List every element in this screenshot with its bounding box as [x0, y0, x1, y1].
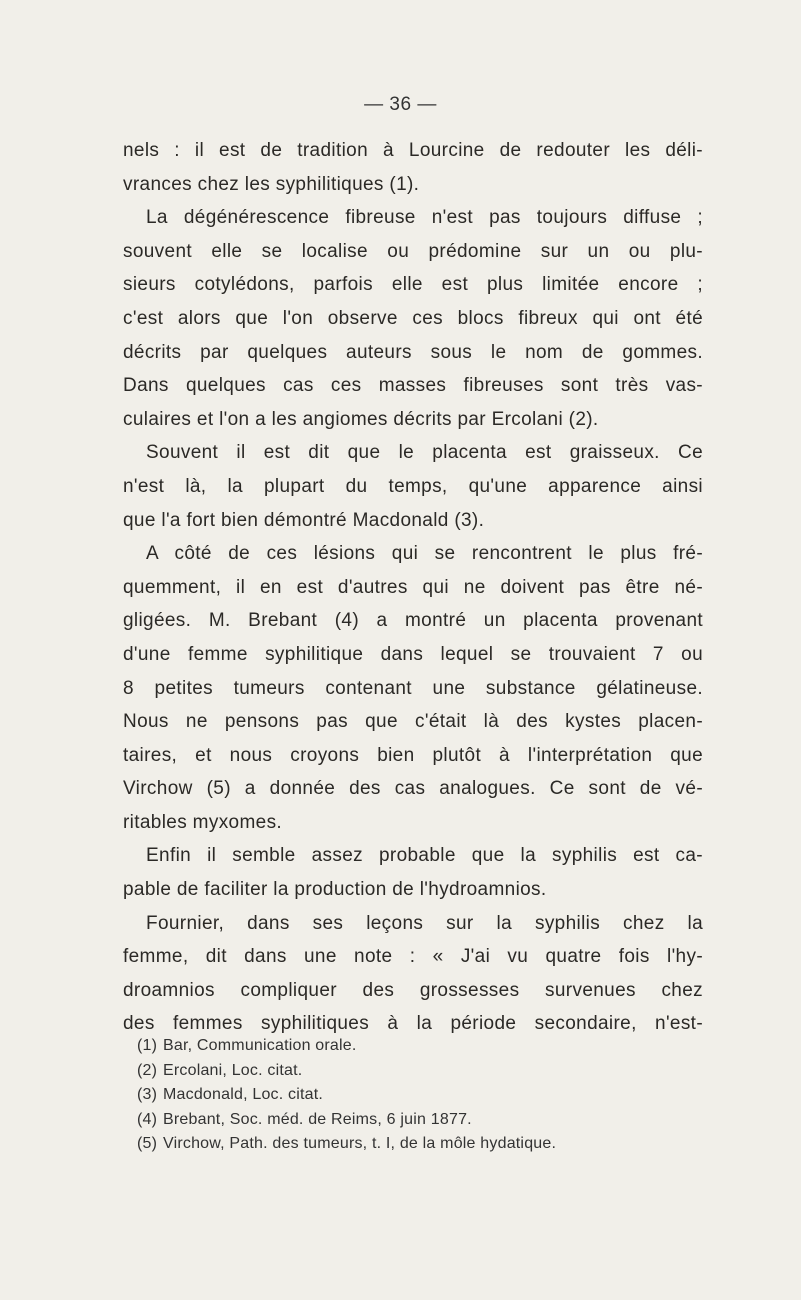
- footnote: [137, 1083, 717, 1108]
- text-line: culaires et l'on a les angiomes décrits par Ercolani (2).: [123, 408, 599, 430]
- text-line: décrits par quelques auteurs sous le nom de gommes.: [123, 341, 703, 363]
- body-text: [123, 134, 703, 1041]
- text-line: pable de faciliter la production de l'hydroamnios.: [123, 879, 547, 901]
- text-line: sieurs cotylédons, parfois elle est plus limitée encore ;: [123, 274, 703, 296]
- text-line: Souvent il est dit que le placenta est graisseux. Ce: [146, 442, 703, 464]
- text-line: des femmes syphilitiques à la période secondaire, n'est-: [123, 1013, 703, 1035]
- text-line: ritables myxomes.: [123, 811, 283, 833]
- footnote-number: (1): [137, 1037, 158, 1054]
- text-line: gligées. M. Brebant (4) a montré un placenta provenant: [123, 610, 703, 632]
- text-line: c'est alors que l'on observe ces blocs fibreux qui ont été: [123, 307, 703, 329]
- footnote-text: Brebant, Soc. méd. de Reims, 6 juin 1877.: [163, 1110, 472, 1128]
- footnote-number: (4): [137, 1110, 158, 1128]
- footnote: [137, 1132, 717, 1157]
- text-line: d'une femme syphilitique dans lequel se trouvaient 7 ou: [123, 643, 703, 665]
- footnote-number: (5): [137, 1135, 158, 1153]
- page-number: — 36 —: [364, 94, 437, 115]
- text-line: A côté de ces lésions qui se rencontrent le plus fré-: [146, 543, 703, 565]
- text-line: vrances chez les syphilitiques (1).: [123, 173, 420, 195]
- text-line: droamnios compliquer des grossesses survenues chez: [123, 979, 703, 1001]
- footnote-text: Macdonald, Loc. citat.: [163, 1086, 324, 1104]
- footnote-text: Virchow, Path. des tumeurs, t. I, de la môle hydatique.: [163, 1135, 557, 1153]
- footnote-text: Bar, Communication orale.: [163, 1037, 357, 1054]
- text-line: 8 petites tumeurs contenant une substance gélatineuse.: [123, 677, 703, 699]
- text-line: taires, et nous croyons bien plutôt à l'interprétation que: [123, 744, 703, 766]
- text-line: Enfin il semble assez probable que la syphilis est ca-: [146, 845, 703, 867]
- text-line: femme, dit dans une note : « J'ai vu quatre fois l'hy-: [123, 946, 703, 968]
- text-line: Nous ne pensons pas que c'était là des kystes placen-: [123, 711, 703, 733]
- text-line: n'est là, la plupart du temps, qu'une apparence ainsi: [123, 475, 703, 497]
- text-line: Dans quelques cas ces masses fibreuses sont très vas-: [123, 375, 703, 397]
- text-line: souvent elle se localise ou prédomine sur un ou plu-: [123, 240, 703, 262]
- footnote: [137, 1108, 717, 1133]
- footnote-text: Ercolani, Loc. citat.: [163, 1061, 303, 1079]
- footnotes: [137, 1034, 717, 1157]
- footnote: [137, 1059, 717, 1084]
- text-line: que l'a fort bien démontré Macdonald (3).: [123, 509, 485, 531]
- text-line: La dégénérescence fibreuse n'est pas toujours diffuse ;: [146, 207, 703, 229]
- footnote: [137, 1034, 717, 1059]
- footnote-number: (2): [137, 1061, 158, 1079]
- text-line: Virchow (5) a donnée des cas analogues. Ce sont de vé-: [123, 778, 703, 800]
- footnote-number: (3): [137, 1086, 158, 1104]
- text-line: Fournier, dans ses leçons sur la syphilis chez la: [146, 912, 703, 934]
- text-line: nels : il est de tradition à Lourcine de redouter les déli-: [123, 140, 703, 161]
- text-line: quemment, il en est d'autres qui ne doivent pas être né-: [123, 576, 703, 598]
